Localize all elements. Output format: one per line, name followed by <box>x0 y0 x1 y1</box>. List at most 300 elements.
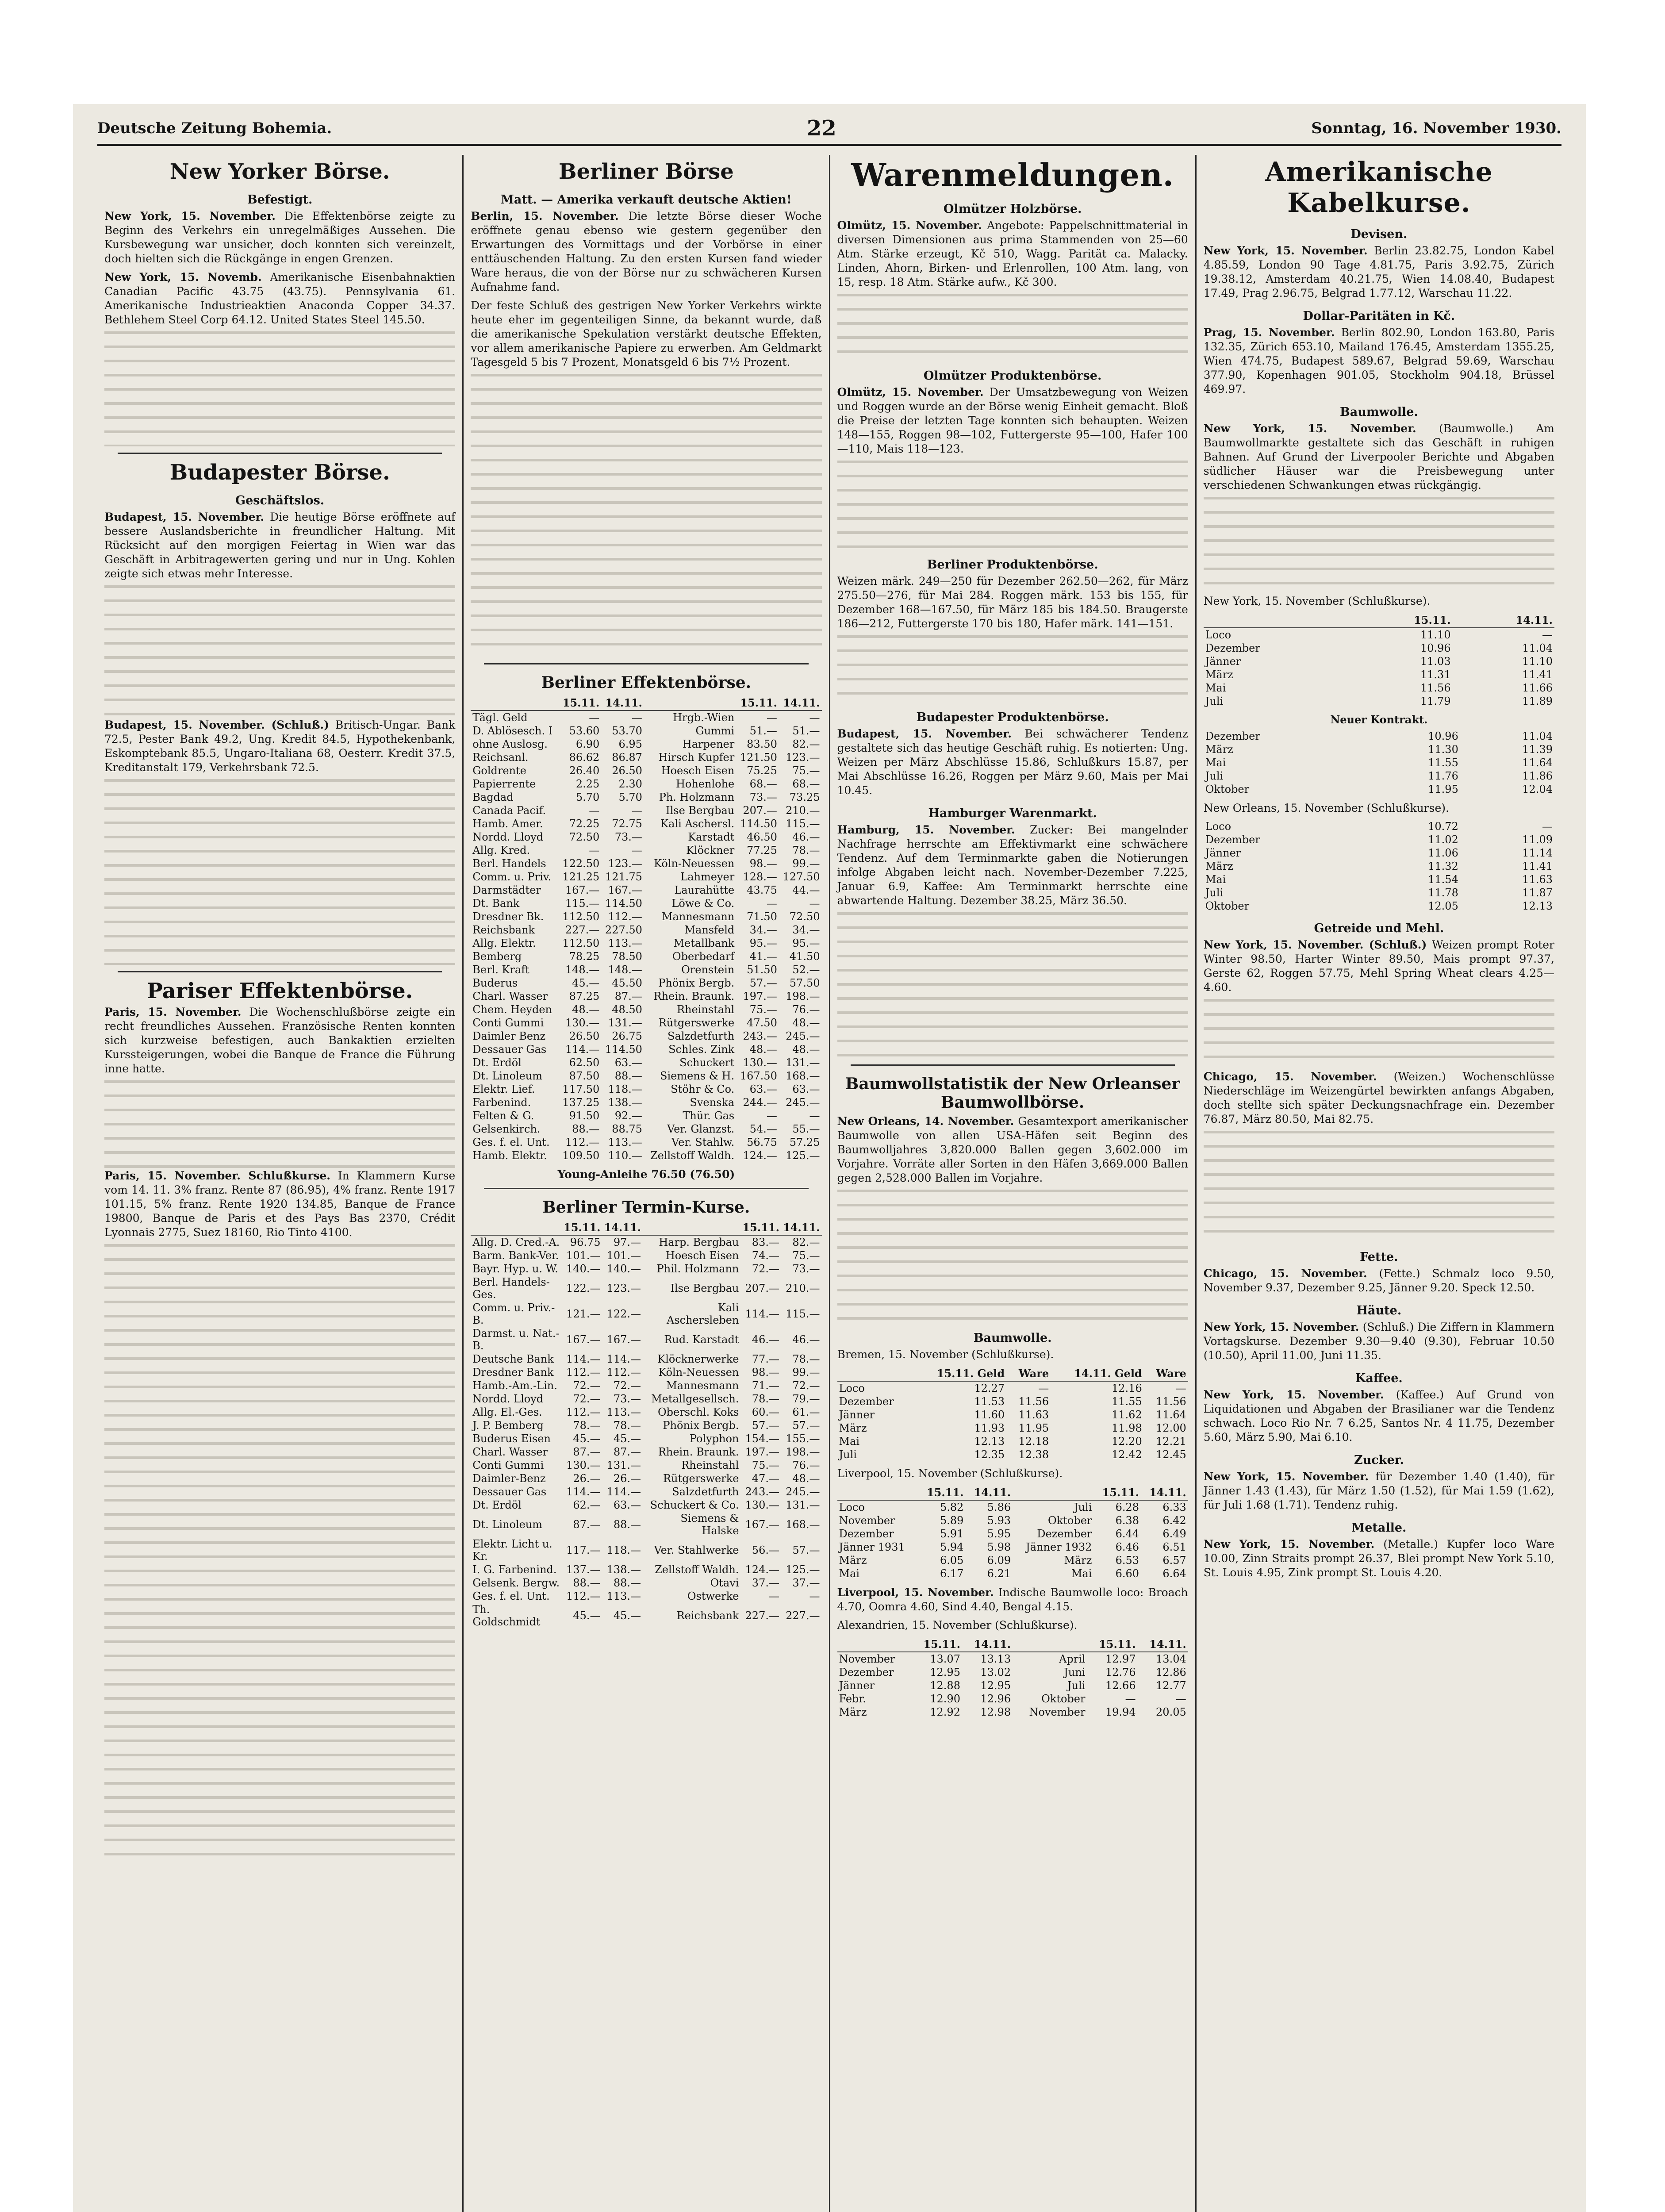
table-cell: 48.50 <box>612 1003 642 1016</box>
table-row <box>471 963 821 976</box>
table-cell: 72.— <box>573 1379 601 1392</box>
text-block <box>104 779 455 965</box>
table-cell: Schuckert <box>679 1056 735 1069</box>
table-row <box>471 1512 821 1537</box>
table-cell: 12.86 <box>1156 1666 1186 1678</box>
table-cell: 20.05 <box>1156 1706 1186 1718</box>
table-cell: Febr. <box>839 1693 866 1705</box>
table-cell: Hohenlohe <box>675 778 735 790</box>
table-cell: 63.— <box>792 1083 820 1095</box>
article-paragraph <box>837 727 1188 798</box>
table-note: Young-Anleihe 76.50 (76.50) <box>557 1168 735 1181</box>
table-cell: 11.98 <box>1112 1422 1142 1434</box>
table-cell: November <box>839 1653 895 1665</box>
table-cell: 148.— <box>565 964 600 976</box>
table-cell: 117.50 <box>562 1083 600 1095</box>
table-cell: Juli <box>1205 770 1224 782</box>
table-cell: 53.70 <box>612 725 642 737</box>
table-cell: 115.— <box>786 1308 820 1320</box>
alexandrien-table <box>837 1637 1188 1719</box>
article-paragraph <box>104 1005 455 1076</box>
table-cell: 167.— <box>608 884 642 896</box>
table-row <box>471 1016 821 1029</box>
text-block <box>837 912 1188 1058</box>
table-header-cell: 14.11. <box>601 695 644 710</box>
table-row <box>471 1406 821 1419</box>
table-cell: 57.— <box>752 1419 779 1432</box>
table-cell: 68.— <box>749 778 777 790</box>
table-caption: Alexandrien, 15. November (Schlußkurse). <box>837 1619 1078 1632</box>
table-cell: Nordd. Lloyd <box>472 1393 544 1405</box>
table-row <box>837 1679 1188 1692</box>
table-cell: — <box>809 1110 820 1122</box>
table-cell: 131.— <box>786 1499 820 1511</box>
table-cell: 98.— <box>749 857 777 870</box>
table-cell: 122.— <box>606 1308 641 1320</box>
table-cell: 11.93 <box>974 1422 1005 1434</box>
table-cell: 73.— <box>614 831 642 843</box>
table-cell: 46.50 <box>747 831 777 843</box>
table-cell: 114.50 <box>605 897 642 910</box>
body-text: Die heutige Börse eröffnete auf bessere Auslandsberichte in freundlicher Haltung. Mit Rücksicht auf den morgigen Feiertag in Wien war das Geschäft in Arbitragewerten gering und nur in Ung. Kohlen zeigte sich etwas mehr Interesse. <box>104 511 456 580</box>
table-cell: Gummi <box>695 725 735 737</box>
table-cell: Juni <box>1064 1666 1086 1678</box>
table-cell: 137.— <box>566 1563 601 1576</box>
table-cell: 12.13 <box>1522 900 1553 912</box>
table-cell: — <box>631 844 642 856</box>
table-cell: Barm. Bank-Ver. <box>472 1249 559 1262</box>
table-cell: Harpener <box>682 738 735 750</box>
article-paragraph <box>837 1114 1188 1185</box>
table-header-cell <box>643 1220 740 1235</box>
table-cell: 130.— <box>566 1459 601 1471</box>
table-cell: Elektr. Licht u. Kr. <box>472 1538 552 1563</box>
table-cell: 6.17 <box>940 1567 964 1580</box>
table-cell: Mai <box>1071 1567 1092 1580</box>
body-text: Gesamtexport amerikanischer Baumwolle von allen USA-Häfen seit Beginn des Baumwolljahres 3,820.000 Ballen gegen 3,602.000 im Vorjahre. Vorräte aller Sorten in den Häfen 3,669.000 Ballen gegen 2,528.000 Ballen im Vorjahre. <box>837 1115 1188 1184</box>
table-cell: 51.— <box>792 725 820 737</box>
table-cell: Otavi <box>710 1577 739 1589</box>
table-row <box>471 1459 821 1472</box>
article-paragraph <box>104 510 455 581</box>
table-cell: 44.— <box>792 884 820 896</box>
table-cell: 12.95 <box>930 1666 960 1678</box>
table-cell: Deutsche Bank <box>472 1353 554 1365</box>
table-row <box>837 1527 1188 1540</box>
table-row <box>471 1472 821 1485</box>
table-cell: Ph. Holzmann <box>659 791 735 803</box>
body-text: (Kaffee.) Auf Grund von Liquidationen und Abgaben der Brasilianer war die Tendenz schwach. Loco Rio Nr. 7 6.25, Santos Nr. 4 11.75, Dezember 5.60, März 5.90, Mai 6.10. <box>1203 1388 1554 1444</box>
table-cell: Papierrente <box>472 778 536 790</box>
table-cell: 12.05 <box>1428 900 1458 912</box>
body-text: Die Wochenschlußbörse zeigte ein recht freundliches Aussehen. Französische Renten konnten sich kurzweise befestigen, auch Bankaktien erzielten Kurssteigerungen, wobei die Banque de France die Führung inne hatte. <box>104 1006 456 1075</box>
table-cell: 34.— <box>792 924 820 936</box>
table-cell: 12.76 <box>1105 1666 1136 1678</box>
table-cell: 123.— <box>786 751 820 764</box>
table-cell: Stöhr & Co. <box>671 1083 735 1095</box>
table-row <box>471 1419 821 1432</box>
table-row <box>471 1096 821 1109</box>
table-cell: J. P. Bemberg <box>472 1419 544 1432</box>
columns <box>97 155 1561 2212</box>
table-row <box>1204 820 1554 833</box>
table-cell: 11.56 <box>1018 1395 1049 1408</box>
table-header-cell: 15.11. <box>912 1637 962 1652</box>
table-cell: — <box>766 711 777 724</box>
table-row <box>471 1029 821 1043</box>
table-row <box>471 1392 821 1406</box>
table-row <box>837 1567 1188 1580</box>
table-cell: Loco <box>1205 629 1231 641</box>
article-paragraph <box>104 270 455 327</box>
divider <box>118 453 442 454</box>
table-cell: Jänner <box>839 1409 875 1421</box>
dateline: New York, 15. November. (Schluß.) <box>1203 938 1427 951</box>
table-cell: 11.32 <box>1428 860 1458 872</box>
table-cell: 12.13 <box>974 1435 1005 1448</box>
table-row <box>471 1109 821 1122</box>
table-cell: 12.00 <box>1156 1422 1186 1434</box>
table-cell: 122.— <box>566 1282 601 1294</box>
table-cell: 46.— <box>752 1333 779 1346</box>
table-cell: 197.— <box>745 1446 779 1458</box>
table-row <box>1204 743 1554 756</box>
table-cell: 11.10 <box>1420 629 1451 641</box>
body-text: (Fette.) Schmalz loco 9.50, November 9.37, Dezember 9.25, Jänner 9.20. Speck 12.50. <box>1203 1267 1554 1294</box>
table-row <box>1204 628 1554 641</box>
table-cell: 5.91 <box>940 1528 964 1540</box>
newspaper-page <box>73 104 1586 2212</box>
table-cell: 128.— <box>743 871 777 883</box>
table-cell: 12.38 <box>1018 1448 1049 1461</box>
table-cell: 11.41 <box>1522 860 1553 872</box>
table-cell: Oktober <box>1205 783 1250 795</box>
table-header-cell <box>1013 1637 1087 1652</box>
table-cell: 112.— <box>565 1136 600 1148</box>
table-cell: Mannesmann <box>661 910 735 923</box>
table-cell: 77.— <box>752 1353 779 1365</box>
table-cell: 227.— <box>565 924 600 936</box>
table-cell: 245.— <box>786 1096 820 1109</box>
table-cell: 75.— <box>792 764 820 777</box>
table-cell: Nordd. Lloyd <box>472 831 544 843</box>
table-row <box>837 1381 1188 1395</box>
masthead <box>97 113 1561 146</box>
table-cell: Mai <box>839 1567 860 1580</box>
dateline: New York, 15. November. <box>1203 1388 1384 1401</box>
table-cell: 37.— <box>792 1577 820 1589</box>
table-cell: 79.— <box>792 1393 820 1405</box>
body-text: Angebote: Pappelschnittmaterial in diversen Dimensionen aus prima Stammenden von 25—60 Atm. Stärke erzeugt, Kč 510, Wagg. Parität ca. Malacky. Linden, Ahorn, Birken- und Erlenrollen, 100 Atm. lang, von 15, resp. 18 Atm. Stärke aufw., Kč 300. <box>837 219 1188 288</box>
table-row <box>837 1408 1188 1421</box>
table-cell: 43.75 <box>747 884 777 896</box>
dateline: Budapest, 15. November. <box>104 511 265 523</box>
table-cell: 11.78 <box>1428 887 1458 899</box>
page-number: 22 <box>806 116 836 141</box>
table-cell: Klöckner <box>686 844 735 856</box>
table-cell: 11.64 <box>1522 757 1553 769</box>
table-cell: 41.— <box>749 950 777 963</box>
table-cell: 88.— <box>572 1123 600 1135</box>
table-cell: 63.— <box>749 1083 777 1095</box>
table-header-cell: 15.11. <box>1087 1637 1137 1652</box>
table-cell: — <box>768 1590 779 1602</box>
table-cell: 6.64 <box>1162 1567 1186 1580</box>
table-cell: 6.60 <box>1115 1567 1139 1580</box>
table-cell: 78.— <box>752 1393 779 1405</box>
table-header-cell: 15.11. Geld <box>913 1366 1007 1381</box>
new-orleans-table <box>1204 820 1554 913</box>
table-cell: Jänner 1931 <box>839 1541 905 1553</box>
article-paragraph <box>1204 326 1554 396</box>
table-header-cell: 14.11. <box>1138 1637 1188 1652</box>
table-cell: 2.25 <box>575 778 600 790</box>
table-cell: — <box>766 897 777 910</box>
table-cell: 6.44 <box>1115 1528 1139 1540</box>
table-row <box>471 1056 821 1069</box>
table-cell: 11.06 <box>1428 847 1458 859</box>
table-cell: 11.31 <box>1420 668 1451 681</box>
table-row <box>471 950 821 963</box>
table-cell: Juli <box>1074 1501 1092 1513</box>
article-paragraph: Der feste Schluß des gestrigen New Yorker Verkehrs wirkte heute eher im gegenteiligen Sinne, da bekannt wurde, daß die amerikanische Spekulation verstärkt deutsche Effekten, vor allem amerikanische Papiere zu erwerben. Am Geldmarkt Tagesgeld 5 bis 7 Prozent, Monatsgeld 6 bis 7½ Prozent. <box>471 299 822 369</box>
table-cell: 11.66 <box>1522 682 1553 694</box>
bremen-table <box>837 1366 1188 1461</box>
table-row <box>837 1666 1188 1679</box>
article-paragraph <box>837 823 1188 908</box>
table-row <box>837 1514 1188 1527</box>
table-row <box>471 817 821 830</box>
table-cell: 6.05 <box>940 1554 964 1567</box>
table-cell: 45.— <box>573 1609 601 1622</box>
table-header-row <box>837 1485 1188 1500</box>
table-cell: 123.— <box>606 1282 641 1294</box>
table-cell: Ilse Bergbau <box>670 1282 739 1294</box>
table-cell: 11.41 <box>1522 668 1553 681</box>
table-cell: 115.— <box>786 818 820 830</box>
table-row <box>1204 886 1554 899</box>
table-cell: 112.50 <box>562 910 600 923</box>
dateline: Chicago, 15. November. <box>1203 1267 1367 1280</box>
body-text: Berlin 802.90, London 163.80, Paris 132.35, Zürich 653.10, Mailand 176.45, Amsterdam 1355.25, Wien 474.75, Budapest 589.67, Belgrad 59.69, Warschau 377.90, Kopenhagen 901.05, Stockholm 904.18, Brüssel 469.97. <box>1203 326 1554 396</box>
table-cell: 83.— <box>752 1236 779 1248</box>
table-cell: Ges. f. el. Unt. <box>472 1590 550 1602</box>
table-cell: Dt. Erdöl <box>472 1056 522 1069</box>
table-cell: 12.45 <box>1156 1448 1186 1461</box>
table-cell: 78.— <box>613 1419 641 1432</box>
table-cell: ohne Auslosg. <box>472 738 548 750</box>
table-cell: 5.94 <box>940 1541 964 1553</box>
text-block <box>104 1244 455 1863</box>
section-subtitle: Zucker. <box>1354 1453 1404 1467</box>
table-subtitle: Neuer Kontrakt. <box>1330 713 1428 726</box>
table-row <box>471 844 821 857</box>
table-cell: Köln-Neuessen <box>658 1366 739 1379</box>
table-cell: Mannesmann <box>666 1379 739 1392</box>
table-cell: 112.— <box>566 1406 601 1418</box>
table-cell: 10.96 <box>1428 730 1458 742</box>
table-header-cell: 15.11. <box>918 1485 966 1500</box>
table-header-cell: 14.11. <box>602 1220 643 1235</box>
table-cell: Daimler Benz <box>472 1030 546 1042</box>
table-cell: Darmstädter <box>472 884 541 896</box>
table-row <box>471 1563 821 1576</box>
table-cell: Oktober <box>1205 900 1250 912</box>
table-cell: 52.— <box>792 964 820 976</box>
table-cell: 12.27 <box>974 1382 1005 1394</box>
table-cell: Canada Pacif. <box>472 804 546 817</box>
table-cell: 114.50 <box>605 1043 642 1056</box>
table-cell: Löwe & Co. <box>671 897 735 910</box>
table-cell: 6.38 <box>1115 1514 1139 1527</box>
table-cell: Juli <box>839 1448 857 1461</box>
table-cell: — <box>809 1590 820 1602</box>
table-cell: 198.— <box>786 1446 820 1458</box>
table-cell: 5.95 <box>987 1528 1011 1540</box>
table-header-row <box>1204 613 1554 628</box>
table-cell: 11.95 <box>1428 783 1458 795</box>
table-cell: Dezember <box>1205 642 1260 654</box>
body-text: Indische Baumwolle loco: Broach 4.70, Oomra 4.60, Sind 4.40, Bengal 4.15. <box>837 1586 1188 1613</box>
table-caption: New Orleans, 15. November (Schlußkurse). <box>1203 802 1449 814</box>
table-cell: Allg. D. Cred.-A. <box>472 1236 560 1248</box>
section-subtitle: Devisen. <box>1350 227 1408 241</box>
table-cell: 125.— <box>786 1149 820 1162</box>
table-cell: 11.04 <box>1522 730 1553 742</box>
table-row <box>471 1485 821 1498</box>
table-cell: 101.— <box>606 1249 641 1262</box>
article-paragraph <box>1204 1537 1554 1580</box>
table-row <box>471 804 821 817</box>
table-cell: 78.50 <box>612 950 642 963</box>
table-cell: Köln-Neuessen <box>654 857 735 870</box>
table-row <box>1204 833 1554 846</box>
table-cell: Dresdner Bk. <box>472 910 544 923</box>
table-row <box>471 1249 821 1262</box>
table-cell: 114.— <box>565 1043 600 1056</box>
table-row <box>471 1537 821 1563</box>
table-cell: 227.— <box>745 1609 779 1622</box>
table-header-cell: 15.11. <box>559 695 602 710</box>
table-cell: Svenska <box>690 1096 735 1109</box>
table-row <box>471 1603 821 1628</box>
table-cell: — <box>1125 1693 1136 1705</box>
table-cell: 63.— <box>613 1499 641 1511</box>
table-cell: Salzdetfurth <box>672 1486 739 1498</box>
effekten-table <box>471 695 821 1162</box>
table-cell: 54.— <box>749 1123 777 1135</box>
table-cell: Daimler-Benz <box>472 1472 546 1485</box>
body-text: für Dezember 1.40 (1.40), für Jänner 1.43 (1.43), für März 1.50 (1.52), für Mai 1.59 (1.62), für Juli 1.68 (1.71). Tendenz ruhig. <box>1203 1470 1554 1511</box>
section-subtitle: Olmützer Holzbörse. <box>943 202 1082 216</box>
table-cell: 26.50 <box>569 1030 600 1042</box>
table-cell: 131.— <box>608 1017 642 1029</box>
article-paragraph <box>837 385 1188 456</box>
table-row <box>837 1421 1188 1435</box>
table-cell: 123.— <box>608 857 642 870</box>
table-cell: Loco <box>839 1501 865 1513</box>
column-2 <box>464 155 830 2212</box>
table-cell: 87.— <box>573 1518 601 1531</box>
table-cell: 72.— <box>573 1393 601 1405</box>
text-block <box>837 635 1188 702</box>
table-cell: Bemberg <box>472 950 522 963</box>
table-cell: 75.25 <box>747 764 777 777</box>
table-cell: 227.— <box>786 1609 820 1622</box>
table-cell: 12.20 <box>1112 1435 1142 1448</box>
table-cell: 99.— <box>792 1366 820 1379</box>
section-title: Amerikanische Kabelkurse. <box>1265 157 1493 219</box>
section-subtitle: Hamburger Warenmarkt. <box>928 806 1097 820</box>
table-cell: Mai <box>1205 873 1226 886</box>
table-row <box>471 923 821 937</box>
dateline: New York, 15. November. <box>1203 244 1368 257</box>
table-row <box>837 1395 1188 1408</box>
dateline: New York, 15. November. <box>1203 1321 1359 1333</box>
table-cell: 11.30 <box>1428 743 1458 756</box>
table-cell: Reichsanl. <box>472 751 529 764</box>
table-row <box>1204 873 1554 886</box>
table-cell: 56.— <box>752 1544 779 1556</box>
table-cell: 5.93 <box>987 1514 1011 1527</box>
table-cell: 13.02 <box>980 1666 1011 1678</box>
table-row <box>471 777 821 791</box>
table-cell: Allg. Kred. <box>472 844 530 856</box>
table-cell: 12.98 <box>980 1706 1011 1718</box>
table-cell: 12.95 <box>980 1679 1011 1692</box>
table-cell: Zellstoff Waldh. <box>655 1563 739 1576</box>
table-cell: Jänner <box>839 1679 875 1692</box>
table-cell: 121.75 <box>605 871 642 883</box>
table-cell: 115.— <box>565 897 600 910</box>
table-cell: Gelsenk. Bergw. <box>472 1577 560 1589</box>
table-cell: 124.— <box>745 1563 779 1576</box>
section-title: Pariser Effektenbörse. <box>146 979 413 1003</box>
section-subtitle: Olmützer Produktenbörse. <box>923 369 1102 383</box>
table-row <box>1204 756 1554 769</box>
table-cell: — <box>766 1110 777 1122</box>
table-row <box>471 976 821 990</box>
table-header-cell <box>471 1220 562 1235</box>
table-row <box>471 1235 821 1249</box>
article-paragraph <box>104 209 455 266</box>
table-row <box>837 1448 1188 1461</box>
ny-cotton-table <box>1204 613 1554 708</box>
table-header-cell <box>837 1366 913 1381</box>
text-block <box>1204 497 1554 594</box>
dateline: Hamburg, 15. November. <box>837 823 1015 836</box>
table-cell: 45.50 <box>612 977 642 989</box>
table-cell: 12.77 <box>1156 1679 1186 1692</box>
table-cell: Hamb. Amer. <box>472 818 543 830</box>
table-row <box>837 1540 1188 1554</box>
table-cell: 73.— <box>749 791 777 803</box>
table-cell: 91.50 <box>569 1110 600 1122</box>
table-cell: 13.07 <box>930 1653 960 1665</box>
table-row <box>471 830 821 844</box>
table-cell: Rütgerswerke <box>658 1017 735 1029</box>
table-row <box>471 1262 821 1275</box>
table-cell: 2.30 <box>618 778 642 790</box>
table-header-cell: 15.11. <box>562 1220 602 1235</box>
table-cell: 243.— <box>745 1486 779 1498</box>
table-cell: 167.— <box>565 884 600 896</box>
table-header-cell <box>644 695 736 710</box>
table-cell: 11.76 <box>1428 770 1458 782</box>
table-cell: Elektr. Lief. <box>472 1083 535 1095</box>
table-header-row <box>471 1220 821 1235</box>
table-cell: Juli <box>1205 887 1224 899</box>
